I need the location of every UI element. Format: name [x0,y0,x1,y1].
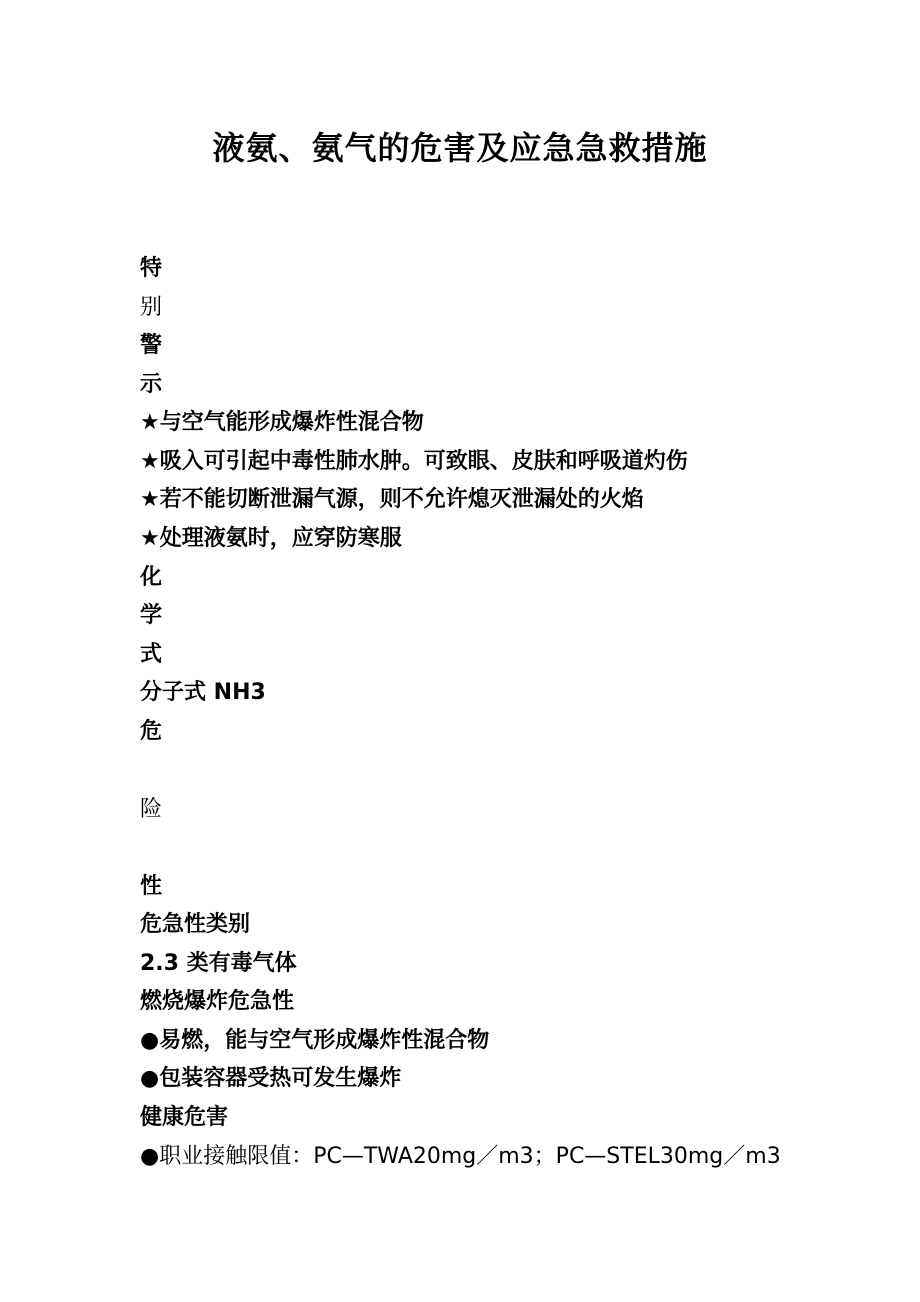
bullet-item: ●包装容器受热可发生爆炸 [140,1066,402,1091]
warning-item: ★若不能切断泄漏气源，则不允许熄灭泄漏处的火焰 [140,487,644,512]
text-line: 性 [140,874,163,899]
bullet-item: ●易燃，能与空气形成爆炸性混合物 [140,1028,490,1053]
bullet-item: ●职业接触限值：PC—TWA20mg／m3；PC—STEL30mg／m3 [140,1144,781,1169]
warning-item: ★处理液氨时，应穿防寒服 [140,526,402,551]
text-line: 化 [140,565,163,590]
text-line: 式 [140,642,163,667]
warning-item: ★吸入可引起中毒性肺水肿。可致眼、皮肤和呼吸道灼伤 [140,449,688,474]
text-line: 学 [140,603,163,628]
document-title: 液氨、氨气的危害及应急急救措施 [212,129,708,167]
text-line: 别 [140,295,163,320]
section-heading: 健康危害 [140,1105,229,1130]
text-line: 险 [140,797,163,822]
warning-item: ★与空气能形成爆炸性混合物 [140,410,424,435]
text-line: 2.3 类有毒气体 [140,951,297,976]
text-line: 示 [140,372,163,397]
section-heading: 燃烧爆炸危急性 [140,989,295,1014]
text-line: 警 [140,333,163,358]
text-line: 特 [140,256,163,281]
text-line: 危 [140,719,163,744]
section-heading: 危急性类别 [140,912,251,937]
formula-line: 分子式 NH3 [140,680,266,705]
